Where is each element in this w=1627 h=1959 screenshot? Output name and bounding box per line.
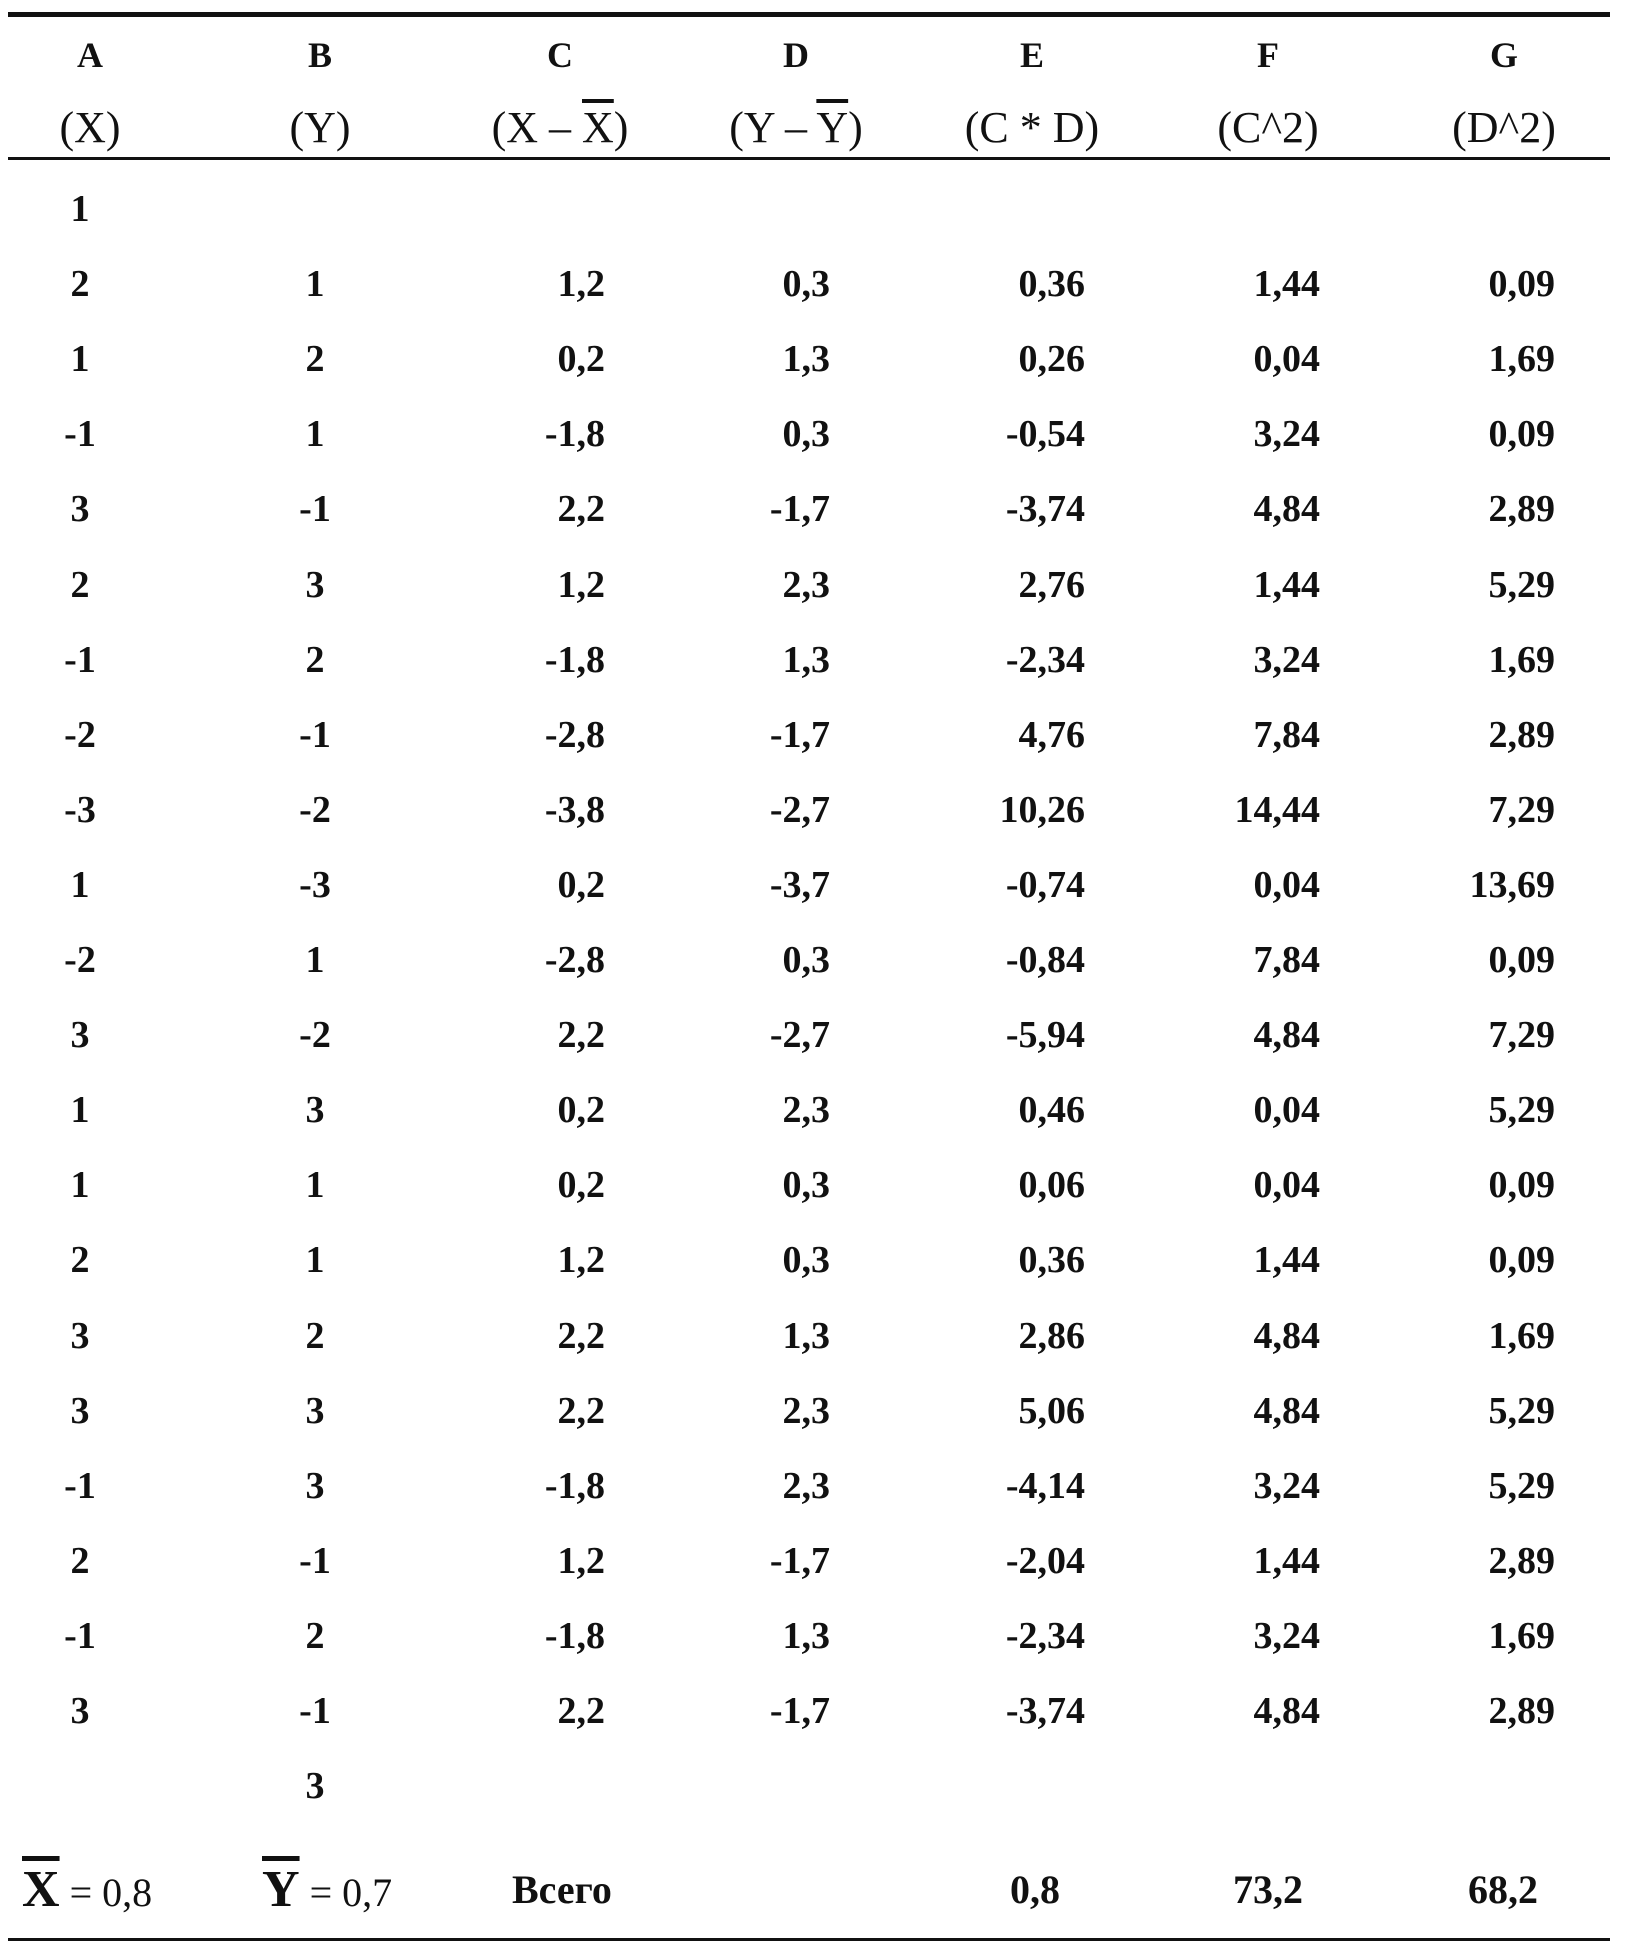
table-cell: -2: [64, 714, 96, 756]
table-cell: -2: [299, 1014, 331, 1056]
table-cell: -3,74: [1005, 488, 1085, 530]
table-cell: 2,2: [557, 488, 605, 530]
table-cell: 4,76: [1018, 714, 1085, 756]
table-cell: 3,24: [1253, 413, 1320, 455]
table-cell: 7,84: [1253, 714, 1320, 756]
table-cell: 2: [70, 1540, 90, 1582]
column-header-subtitle: (C * D): [964, 103, 1100, 152]
column-header-subtitle: $(Y - \overline{Y})$: [729, 103, 863, 152]
table-cell: 2: [70, 564, 90, 606]
table-cell: 2,3: [782, 1465, 830, 1507]
table-cell: 3: [70, 1390, 90, 1432]
table-cell: 0,36: [1018, 1239, 1085, 1281]
table-cell: 1: [70, 864, 90, 906]
table-cell: -1: [64, 639, 96, 681]
column-header-letter: F: [1257, 35, 1279, 75]
table-cell: 2,89: [1488, 1540, 1555, 1582]
table-cell: [1150, 179, 1320, 239]
table-cell: -2,8: [544, 939, 605, 981]
table-cell: 2,3: [782, 1089, 830, 1131]
table-cell: 3: [70, 1315, 90, 1357]
table-cell: -2: [64, 939, 96, 981]
table-cell: 4,84: [1253, 1390, 1320, 1432]
table-cell: 1,69: [1488, 639, 1555, 681]
table-cell: 0,3: [782, 939, 830, 981]
table-cell: -1: [64, 413, 96, 455]
table-cell: -1,8: [544, 413, 605, 455]
table-cell: [1400, 1756, 1555, 1816]
table-cell: -0,84: [1005, 939, 1085, 981]
table-cell: 1: [305, 263, 325, 305]
table-cell: -2: [299, 789, 331, 831]
table-cell: 2: [70, 1239, 90, 1281]
table-cell: [670, 179, 830, 239]
total-label: Всего: [512, 1867, 612, 1912]
table-cell: -2,34: [1005, 639, 1085, 681]
table-cell: 2: [305, 338, 325, 380]
column-header-letter: D: [783, 35, 809, 75]
column-header-subtitle: $(X - \overline{X})$: [491, 103, 629, 152]
table-cell: -3,8: [544, 789, 605, 831]
total-f: 73,2: [1233, 1867, 1303, 1912]
table-cell: -1: [299, 1540, 331, 1582]
table-cell: [670, 1756, 830, 1816]
total-g: 68,2: [1468, 1867, 1538, 1912]
column-header-subtitle: (D^2): [1452, 103, 1556, 152]
x-mean: $\overline{X} = 0,8$: [22, 1861, 153, 1918]
table-cell: 0,2: [557, 864, 605, 906]
table-cell: -1,8: [544, 1465, 605, 1507]
table-cell: 2,2: [557, 1390, 605, 1432]
table-cell: -1,7: [769, 714, 830, 756]
table-cell: 1,69: [1488, 1315, 1555, 1357]
table-cell: 3,24: [1253, 1615, 1320, 1657]
table-cell: -1: [299, 488, 331, 530]
table-cell: -4,14: [1005, 1465, 1085, 1507]
table-cell: -1: [299, 1690, 331, 1732]
table-cell: 5,29: [1488, 1390, 1555, 1432]
table-cell: -1,7: [769, 488, 830, 530]
table-cell: 1,3: [782, 1315, 830, 1357]
table-cell: 0,09: [1488, 939, 1555, 981]
table-cell: -1,7: [769, 1540, 830, 1582]
table-cell: 2,2: [557, 1315, 605, 1357]
table-cell: 7,29: [1488, 1014, 1555, 1056]
table-cell: 2,2: [557, 1690, 605, 1732]
table-cell: 0,04: [1253, 1089, 1320, 1131]
table-cell: 3: [305, 1390, 325, 1432]
table-cell: 5,29: [1488, 564, 1555, 606]
table-cell: 1,44: [1253, 1239, 1320, 1281]
table-cell: 2,3: [782, 564, 830, 606]
table-cell: 2,89: [1488, 714, 1555, 756]
table-cell: 0,04: [1253, 338, 1320, 380]
table-cell: 1,44: [1253, 263, 1320, 305]
table-cell: 2,76: [1018, 564, 1085, 606]
table-cell: 4,84: [1253, 1014, 1320, 1056]
table-cell: 2: [305, 1315, 325, 1357]
table-cell: -2,7: [769, 789, 830, 831]
table-cell: 3: [305, 564, 325, 606]
column-header-letter: E: [1019, 35, 1044, 75]
table-cell: 0,04: [1253, 1164, 1320, 1206]
table-cell: 3: [70, 488, 90, 530]
table-cell: -3,7: [769, 864, 830, 906]
table-cell: -1,8: [544, 1615, 605, 1657]
table-cell: -2,7: [769, 1014, 830, 1056]
table-cell: [285, 179, 345, 239]
column-header-subtitle: (X): [59, 103, 121, 152]
table-cell: 3: [305, 1765, 325, 1807]
table-cell: 0,06: [1018, 1164, 1085, 1206]
table-cell: 1: [70, 1089, 90, 1131]
column-header-letter: A: [77, 35, 103, 75]
y-mean: $\overline{Y} = 0,7$: [262, 1861, 393, 1918]
table-cell: 3: [70, 1690, 90, 1732]
table-cell: -5,94: [1005, 1014, 1085, 1056]
table-cell: 0,26: [1018, 338, 1085, 380]
table-cell: 1: [70, 338, 90, 380]
table-cell: 1,69: [1488, 1615, 1555, 1657]
table-cell: 3: [305, 1465, 325, 1507]
table-cell: 7,29: [1488, 789, 1555, 831]
column-header-letter: C: [547, 35, 573, 75]
table-cell: 1,44: [1253, 564, 1320, 606]
table-cell: [900, 1756, 1085, 1816]
table-cell: 0,09: [1488, 413, 1555, 455]
table-cell: 1,69: [1488, 338, 1555, 380]
table-cell: 0,3: [782, 1239, 830, 1281]
table-cell: [900, 179, 1085, 239]
table-cell: 7,84: [1253, 939, 1320, 981]
table-cell: 3: [305, 1089, 325, 1131]
table-cell: -0,74: [1005, 864, 1085, 906]
table-cell: -3: [299, 864, 331, 906]
table-cell: 1,2: [557, 263, 605, 305]
table-cell: -3: [64, 789, 96, 831]
table-cell: -1: [299, 714, 331, 756]
table-cell: 1,2: [557, 1239, 605, 1281]
table-cell: 3,24: [1253, 1465, 1320, 1507]
table-cell: 2: [305, 1615, 325, 1657]
table-cell: -1,8: [544, 639, 605, 681]
table-cell: 4,84: [1253, 488, 1320, 530]
table-cell: 3,24: [1253, 639, 1320, 681]
table-cell: [440, 1756, 605, 1816]
table-cell: 1,3: [782, 338, 830, 380]
table-cell: 1: [305, 939, 325, 981]
table-cell: 2,89: [1488, 488, 1555, 530]
table-cell: 0,09: [1488, 1164, 1555, 1206]
table-cell: 1,3: [782, 1615, 830, 1657]
table-top-rule: [8, 12, 1610, 17]
table-cell: 2: [305, 639, 325, 681]
table-cell: 14,44: [1234, 789, 1320, 831]
column-header-subtitle: (Y): [289, 103, 351, 152]
table-cell: 0,36: [1018, 263, 1085, 305]
table-cell: [1150, 1756, 1320, 1816]
table-bottom-rule: [8, 1938, 1610, 1941]
column-header-letter: G: [1489, 35, 1518, 75]
table-cell: 1: [70, 188, 90, 230]
table-cell: 1,2: [557, 1540, 605, 1582]
table-cell: 0,09: [1488, 1239, 1555, 1281]
table-cell: 0,04: [1253, 864, 1320, 906]
table-cell: 0,2: [557, 1164, 605, 1206]
column-header-subtitle: (C^2): [1217, 103, 1319, 152]
header-divider-rule: [8, 157, 1610, 160]
table-cell: 1,44: [1253, 1540, 1320, 1582]
table-cell: -1,7: [769, 1690, 830, 1732]
table-cell: 5,29: [1488, 1089, 1555, 1131]
table-cell: [440, 179, 605, 239]
table-cell: -2,04: [1005, 1540, 1085, 1582]
table-cell: 0,3: [782, 263, 830, 305]
table-cell: 0,3: [782, 413, 830, 455]
table-cell: 0,2: [557, 338, 605, 380]
total-e: 0,8: [1010, 1867, 1060, 1912]
table-cell: 2: [70, 263, 90, 305]
table-cell: [50, 1756, 110, 1816]
table-cell: 1: [305, 413, 325, 455]
table-cell: 2,89: [1488, 1690, 1555, 1732]
table-cell: 0,09: [1488, 263, 1555, 305]
table-cell: -1: [64, 1465, 96, 1507]
table-cell: [1400, 179, 1555, 239]
table-cell: 4,84: [1253, 1690, 1320, 1732]
table-cell: 4,84: [1253, 1315, 1320, 1357]
table-cell: -2,34: [1005, 1615, 1085, 1657]
table-cell: 0,3: [782, 1164, 830, 1206]
table-cell: 10,26: [999, 789, 1085, 831]
table-cell: 5,29: [1488, 1465, 1555, 1507]
table-cell: 2,86: [1018, 1315, 1085, 1357]
table-cell: -1: [64, 1615, 96, 1657]
table-cell: 2,2: [557, 1014, 605, 1056]
table-cell: 1: [70, 1164, 90, 1206]
table-cell: -3,74: [1005, 1690, 1085, 1732]
table-cell: 2,3: [782, 1390, 830, 1432]
table-cell: 0,46: [1018, 1089, 1085, 1131]
table-cell: 13,69: [1469, 864, 1555, 906]
column-header-letter: B: [307, 35, 332, 75]
table-cell: 1,3: [782, 639, 830, 681]
table-cell: 1: [305, 1164, 325, 1206]
table-cell: 5,06: [1018, 1390, 1085, 1432]
table-cell: 1,2: [557, 564, 605, 606]
table-cell: -2,8: [544, 714, 605, 756]
table-cell: 1: [305, 1239, 325, 1281]
table-cell: 0,2: [557, 1089, 605, 1131]
table-cell: -0,54: [1005, 413, 1085, 455]
table-cell: 3: [70, 1014, 90, 1056]
